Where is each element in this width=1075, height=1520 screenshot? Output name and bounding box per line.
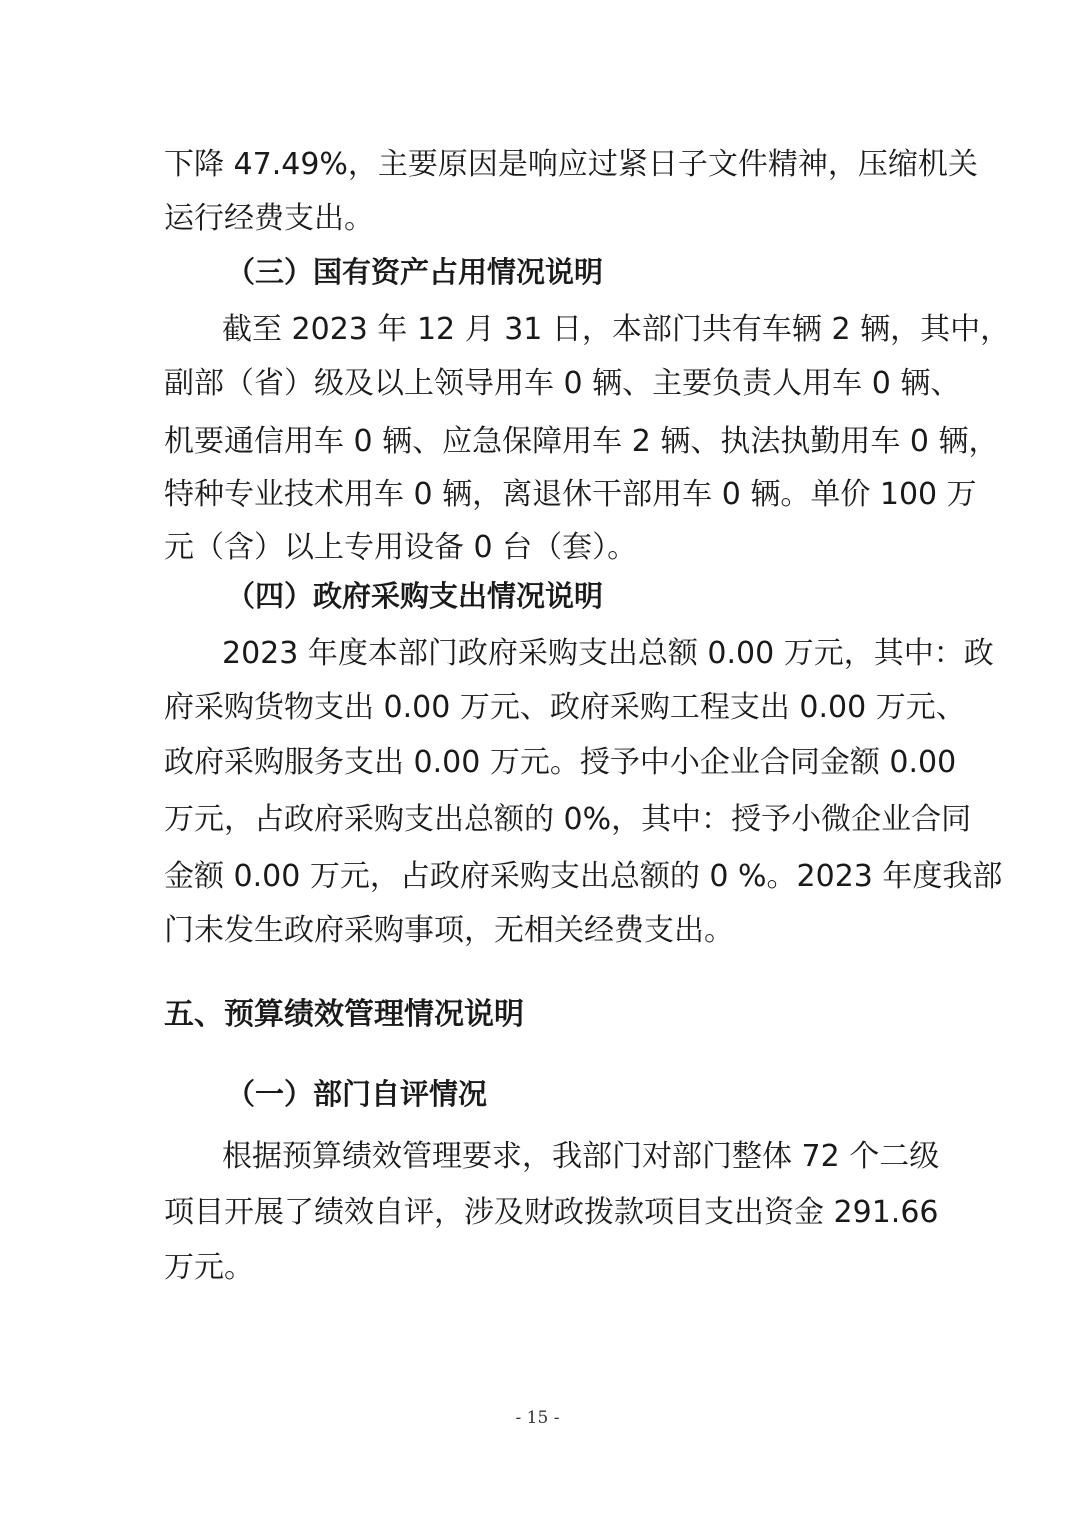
page-number: - 15 - [515,1408,560,1428]
paragraph-line: 元（含）以上专用设备 0 台（套）。 [164,530,638,565]
section-heading-procurement: （四）政府采购支出情况说明 [226,579,604,613]
paragraph-line: 金额 0.00 万元，占政府采购支出总额的 0 %。2023 年度我部 [164,859,1003,894]
chapter-heading-performance: 五、预算绩效管理情况说明 [164,997,524,1032]
paragraph-line: 特种专业技术用车 0 辆，离退休干部用车 0 辆。单价 100 万 [164,477,977,512]
paragraph-line: 门未发生政府采购事项，无相关经费支出。 [164,913,734,948]
paragraph-line: 万元。 [164,1250,254,1285]
paragraph-line: 机要通信用车 0 辆、应急保障用车 2 辆、执法执勤用车 0 辆， [164,424,999,459]
paragraph-line: 2023 年度本部门政府采购支出总额 0.00 万元，其中：政 [222,636,994,671]
paragraph-line: 根据预算绩效管理要求，我部门对部门整体 72 个二级 [222,1139,940,1174]
paragraph-line: 政府采购服务支出 0.00 万元。授予中小企业合同金额 0.00 [164,745,957,780]
paragraph-line: 运行经费支出。 [164,201,374,236]
paragraph-line: 副部（省）级及以上领导用车 0 辆、主要负责人用车 0 辆、 [164,366,961,401]
paragraph-line: 项目开展了绩效自评，涉及财政拨款项目支出资金 291.66 [164,1195,939,1230]
section-heading-self-evaluation: （一）部门自评情况 [226,1077,488,1111]
paragraph-line: 截至 2023 年 12 月 31 日，本部门共有车辆 2 辆，其中， [222,312,1011,347]
section-heading-assets: （三）国有资产占用情况说明 [226,255,604,289]
paragraph-line: 下降 47.49%，主要原因是响应过紧日子文件精神，压缩机关 [164,147,978,182]
paragraph-line: 府采购货物支出 0.00 万元、政府采购工程支出 0.00 万元、 [164,690,966,725]
paragraph-line: 万元，占政府采购支出总额的 0%，其中：授予小微企业合同 [164,802,972,837]
